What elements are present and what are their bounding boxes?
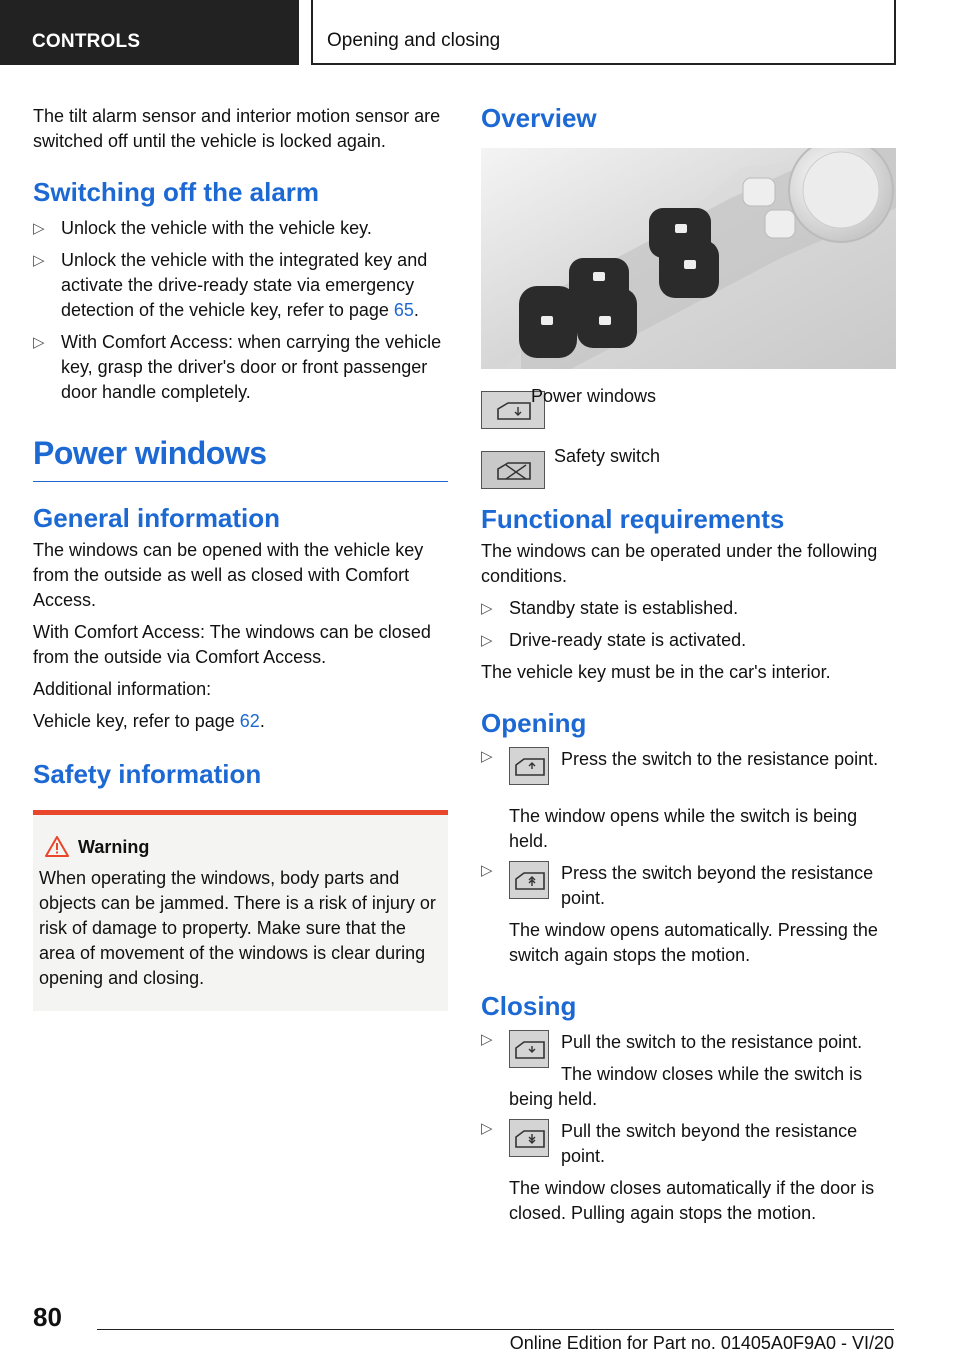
triangle-right-icon: ▷: [33, 252, 45, 269]
warning-text: When operating the windows, body parts and objects can be jammed. There is a risk of injury or risk of damage to property. Make sure that the area of movement of the windows is clear during opening and closing.: [39, 868, 436, 988]
page-link-65[interactable]: 65: [393, 300, 414, 320]
step-detail: The window opens while the switch is being held.: [509, 806, 858, 851]
legend-label: Power windows: [531, 386, 657, 406]
list-item: ▷ With Comfort Access: when carrying the vehicle key, grasp the driver's door or front passenger door handle completely.: [33, 332, 442, 402]
step-lead: Press the switch beyond the resistance point.: [561, 863, 874, 908]
step-lead: Pull the switch beyond the resistance point.: [561, 1121, 858, 1166]
general-info-heading: General information: [33, 503, 281, 533]
footer-edition: Online Edition for Part no. 01405A0F9A0 - VI/20: [509, 1333, 894, 1353]
functional-heading: Functional requirements: [481, 504, 785, 534]
triangle-right-icon: ▷: [481, 1120, 493, 1137]
closing-heading: Closing: [481, 991, 577, 1021]
triangle-right-icon: ▷: [481, 632, 493, 649]
legend-power-windows: [481, 386, 896, 451]
left-column: [33, 100, 448, 1011]
list-item: ▷ Standby state is established.: [481, 596, 896, 621]
opening-step-2: [481, 861, 896, 968]
general-info-p4: Vehicle key, refer to page 62.: [33, 711, 265, 731]
step-detail: The window opens automatically. Pressing the switch again stops the motion.: [509, 920, 878, 965]
overview-heading: Overview: [481, 103, 597, 133]
general-info-p2: With Comfort Access: The windows can be closed from the outside via Comfort Access.: [33, 622, 431, 667]
general-info-p1: The windows can be opened with the vehicle key from the outside as well as closed with Comfort Access.: [33, 540, 424, 610]
step-lead: Press the switch to the resistance point.: [561, 749, 879, 769]
step-detail: being held.: [509, 1089, 598, 1109]
opening-heading: Opening: [481, 708, 587, 738]
triangle-right-icon: ▷: [481, 600, 493, 617]
warning-heading: Warning: [39, 835, 442, 860]
header-chapter: Opening and closing: [311, 0, 896, 65]
power-window-switch-icon: [509, 747, 549, 785]
list-item: ▷ Unlock the vehicle with the integrated key and activate the drive-ready state via emergency detection of the vehicle key, refer to page 65.: [33, 250, 428, 320]
power-windows-heading: Power windows: [33, 435, 267, 471]
list-item: ▷ Unlock the vehicle with the vehicle key.: [33, 216, 448, 241]
power-window-switch-icon: [509, 861, 549, 899]
triangle-right-icon: ▷: [481, 862, 493, 879]
power-window-switch-icon: [509, 1030, 549, 1068]
page-number: 80: [33, 1302, 62, 1332]
right-column: [481, 100, 896, 1226]
safety-switch-icon: [481, 451, 545, 489]
footer-rule: [97, 1329, 894, 1330]
warning-triangle-icon: [45, 836, 69, 857]
switching-off-heading: Switching off the alarm: [33, 177, 320, 207]
closing-step-1: [481, 1030, 896, 1112]
step-detail: The window closes automatically if the door is closed. Pulling again stops the motion.: [509, 1178, 875, 1223]
opening-step-1: [481, 747, 896, 854]
functional-note: The vehicle key must be in the car's interior.: [481, 662, 831, 682]
list-item: ▷ Drive-ready state is activated.: [481, 628, 896, 653]
door-switch-photo: [481, 148, 896, 369]
functional-intro: The windows can be operated under the following conditions.: [481, 541, 878, 586]
header-section: CONTROLS: [0, 0, 299, 65]
triangle-right-icon: ▷: [33, 220, 45, 237]
legend-label: Safety switch: [554, 446, 661, 466]
triangle-right-icon: ▷: [481, 748, 493, 765]
step-lead: Pull the switch to the resistance point. The window closes while the switch is: [561, 1032, 863, 1084]
triangle-right-icon: ▷: [481, 1031, 493, 1048]
safety-info-heading: Safety information: [33, 759, 262, 789]
legend-safety-switch: [481, 446, 896, 511]
triangle-right-icon: ▷: [33, 334, 45, 351]
warning-box: [33, 810, 448, 1011]
page-link-62[interactable]: 62: [239, 711, 260, 731]
power-window-switch-icon: [509, 1119, 549, 1157]
heading-rule: [33, 481, 448, 482]
general-info-p3: Additional information:: [33, 679, 212, 699]
closing-step-2: [481, 1119, 896, 1226]
intro-paragraph: The tilt alarm sensor and interior motion sensor are switched off until the vehicle is locked again.: [33, 106, 441, 151]
switching-off-list: [33, 216, 448, 405]
functional-list: [481, 596, 896, 653]
